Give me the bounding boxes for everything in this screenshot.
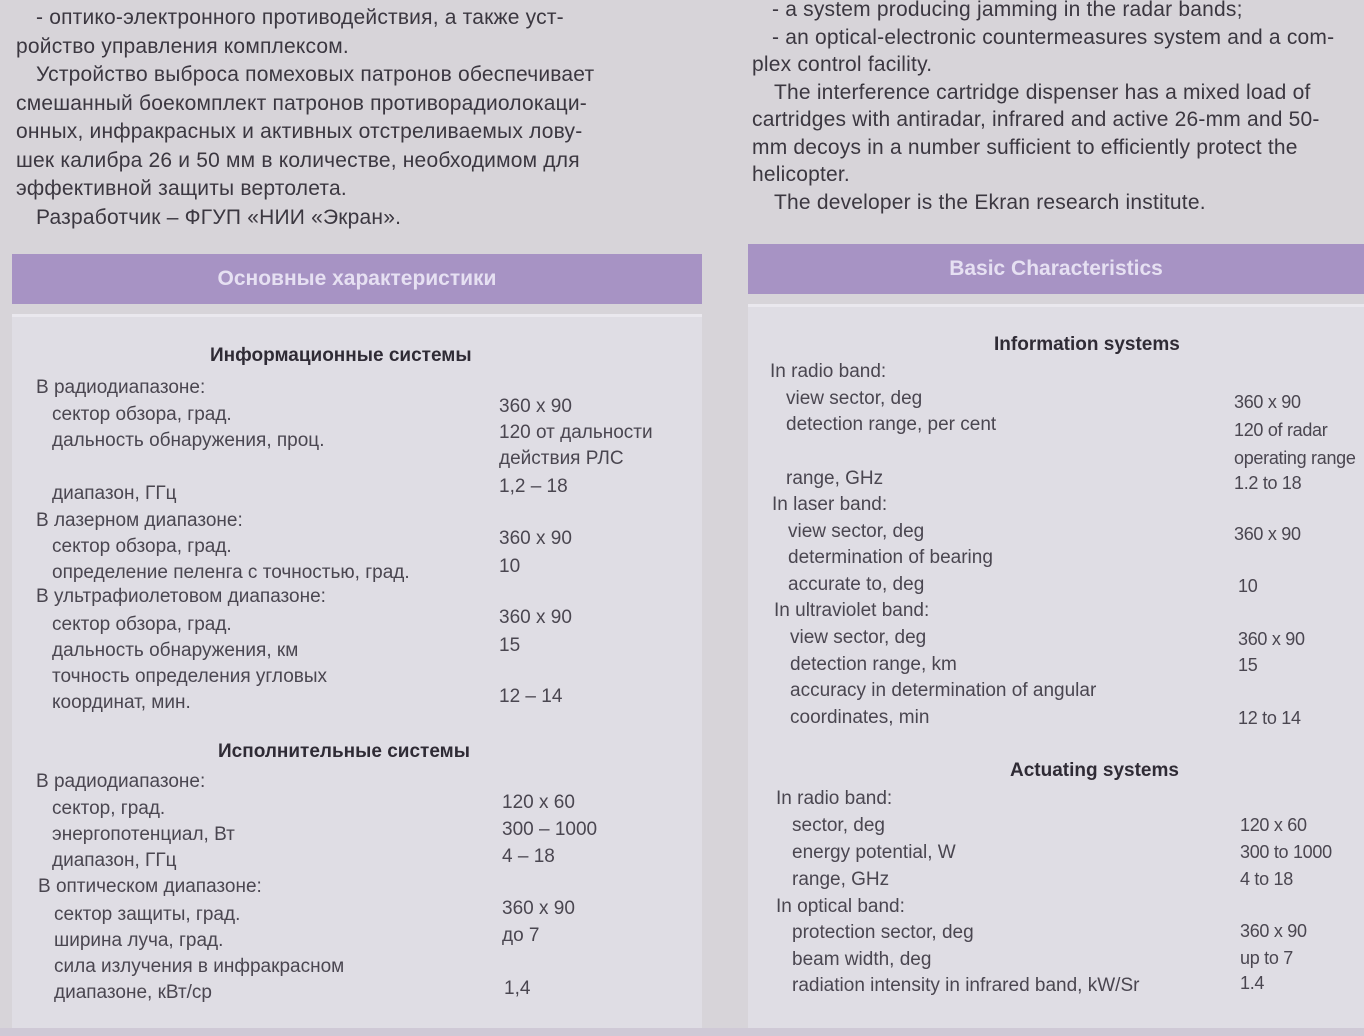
ru-info-value: 10 <box>499 556 521 577</box>
ru-intro-line: шек калибра 26 и 50 мм в количестве, необходимом для <box>16 148 580 172</box>
en-info-label: In ultraviolet band: <box>774 600 930 621</box>
ru-info-label: сектор обзора, град. <box>52 404 232 425</box>
ru-info-label: дальность обнаружения, км <box>52 640 299 661</box>
ru-info-value: 12 – 14 <box>499 686 563 707</box>
en-act-value: 120 x 60 <box>1240 815 1307 835</box>
en-info-label: view sector, deg <box>790 627 927 648</box>
ru-act-value: 120 x 60 <box>502 792 575 813</box>
en-intro-line: - a system producing jamming in the radar bands; <box>772 0 1243 21</box>
en-info-value: operating range <box>1234 448 1356 468</box>
en-intro-line: plex control facility. <box>752 53 933 76</box>
ru-info-label: сектор обзора, град. <box>52 536 232 557</box>
en-characteristics-panel <box>748 304 1364 1033</box>
en-act-label: protection sector, deg <box>792 922 974 943</box>
en-info-label: accuracy in determination of angular <box>790 680 1097 701</box>
en-act-label: In radio band: <box>776 788 893 809</box>
ru-act-value: 1,4 <box>504 978 531 999</box>
en-intro-line: helicopter. <box>752 163 850 186</box>
en-info-value: 12 to 14 <box>1238 708 1301 728</box>
ru-info-value: 360 x 90 <box>499 607 572 628</box>
ru-act-label: сектор защиты, град. <box>54 904 241 925</box>
en-info-label: detection range, per cent <box>786 414 997 435</box>
en-info-value: 360 x 90 <box>1234 392 1301 412</box>
ru-act-label: диапазон, ГГц <box>52 850 177 871</box>
en-info-label: accurate to, deg <box>788 574 925 595</box>
ru-act-label: ширина луча, град. <box>54 930 224 951</box>
ru-act-value: 360 x 90 <box>502 898 575 919</box>
en-act-label: energy potential, W <box>792 842 956 863</box>
en-intro-line: The interference cartridge dispenser has a mixed load of <box>774 80 1311 104</box>
ru-info-label: дальность обнаружения, проц. <box>52 430 325 451</box>
ru-intro-line: смешанный боекомплект патронов противорадиолокаци- <box>16 91 587 115</box>
ru-characteristics-panel <box>12 314 702 1033</box>
en-act-value: 1.4 <box>1240 973 1265 993</box>
en-actuating-systems-title: Actuating systems <box>1010 760 1179 781</box>
en-info-systems-title: Information systems <box>994 334 1180 355</box>
en-info-value: 120 of radar <box>1234 420 1328 440</box>
ru-intro-line: онных, инфракрасных и активных отстреливаемых лову- <box>16 120 583 143</box>
ru-intro-text <box>16 4 706 232</box>
ru-act-label: В радиодиапазоне: <box>36 771 206 792</box>
en-act-value: 300 to 1000 <box>1240 842 1332 862</box>
ru-act-value: 4 – 18 <box>502 846 555 867</box>
ru-act-value: до 7 <box>502 925 540 946</box>
en-info-label: In radio band: <box>770 361 887 382</box>
ru-act-value: 300 – 1000 <box>502 819 598 840</box>
en-info-label: detection range, km <box>790 654 957 675</box>
ru-act-label: диапазоне, кВт/ср <box>54 982 212 1003</box>
en-info-value: 360 x 90 <box>1238 629 1305 649</box>
en-act-label: range, GHz <box>792 869 890 890</box>
ru-banner-title: Основные характеристики <box>217 267 497 290</box>
en-act-label: beam width, deg <box>792 949 932 970</box>
en-intro-text <box>752 0 1364 216</box>
en-info-value: 1.2 to 18 <box>1234 473 1302 493</box>
en-info-label: determination of bearing <box>788 547 993 568</box>
en-act-label: In optical band: <box>776 896 905 917</box>
en-info-value: 10 <box>1238 576 1258 596</box>
ru-info-label: определение пеленга с точностью, град. <box>52 562 410 583</box>
ru-info-label: точность определения угловых <box>52 666 328 687</box>
ru-act-label: сила излучения в инфракрасном <box>54 956 345 977</box>
ru-info-systems-title: Информационные системы <box>210 345 472 366</box>
ru-info-label: В радиодиапазоне: <box>36 377 206 398</box>
ru-act-label: сектор, град. <box>52 798 166 819</box>
ru-info-label: сектор обзора, град. <box>52 614 232 635</box>
en-act-value: 360 x 90 <box>1240 921 1307 941</box>
ru-intro-line: - оптико-электронного противодействия, а также уст- <box>36 6 564 29</box>
ru-info-label: диапазон, ГГц <box>52 483 177 504</box>
en-banner-title: Basic Characteristics <box>949 257 1163 280</box>
ru-intro-line: эффективной защиты вертолета. <box>16 177 347 200</box>
en-info-value: 15 <box>1238 655 1258 675</box>
ru-intro-line: ройство управления комплексом. <box>16 34 349 58</box>
en-info-label: coordinates, min <box>790 707 930 728</box>
ru-info-label: В лазерном диапазоне: <box>36 510 243 531</box>
page-bottom-edge <box>0 1028 1364 1036</box>
en-info-value: 360 x 90 <box>1234 524 1301 544</box>
ru-info-label: В ультрафиолетовом диапазоне: <box>36 586 326 607</box>
en-act-value: up to 7 <box>1240 948 1293 968</box>
ru-info-value: 360 x 90 <box>499 396 572 417</box>
ru-info-value: 1,2 – 18 <box>499 476 568 497</box>
en-info-label: In laser band: <box>772 494 888 515</box>
ru-info-label: координат, мин. <box>52 692 191 713</box>
ru-act-label: В оптическом диапазоне: <box>38 876 262 897</box>
en-characteristics-banner <box>748 244 1364 294</box>
en-intro-line: mm decoys in a number sufficient to efficiently protect the <box>752 135 1298 159</box>
ru-info-value: действия РЛС <box>499 448 624 469</box>
en-info-label: range, GHz <box>786 468 884 489</box>
en-act-label: radiation intensity in infrared band, kW/Sr <box>792 975 1140 996</box>
ru-info-value: 360 x 90 <box>499 528 572 549</box>
en-info-label: view sector, deg <box>788 521 925 542</box>
ru-info-value: 15 <box>499 635 521 656</box>
en-act-label: sector, deg <box>792 815 885 836</box>
en-intro-line: cartridges with antiradar, infrared and active 26-mm and 50- <box>752 108 1320 131</box>
ru-info-value: 120 от дальности <box>499 422 653 443</box>
ru-characteristics-banner <box>12 254 702 304</box>
en-act-value: 4 to 18 <box>1240 869 1293 889</box>
ru-actuating-systems-title: Исполнительные системы <box>218 741 470 762</box>
ru-act-label: энергопотенциал, Вт <box>52 824 235 845</box>
en-intro-line: The developer is the Ekran research institute. <box>774 190 1206 214</box>
ru-intro-line: Разработчик – ФГУП «НИИ «Экран». <box>36 205 402 229</box>
en-intro-line: - an optical-electronic countermeasures system and a com- <box>772 25 1335 49</box>
ru-intro-line: Устройство выброса помеховых патронов обеспечивает <box>36 63 595 86</box>
en-info-label: view sector, deg <box>786 388 923 409</box>
